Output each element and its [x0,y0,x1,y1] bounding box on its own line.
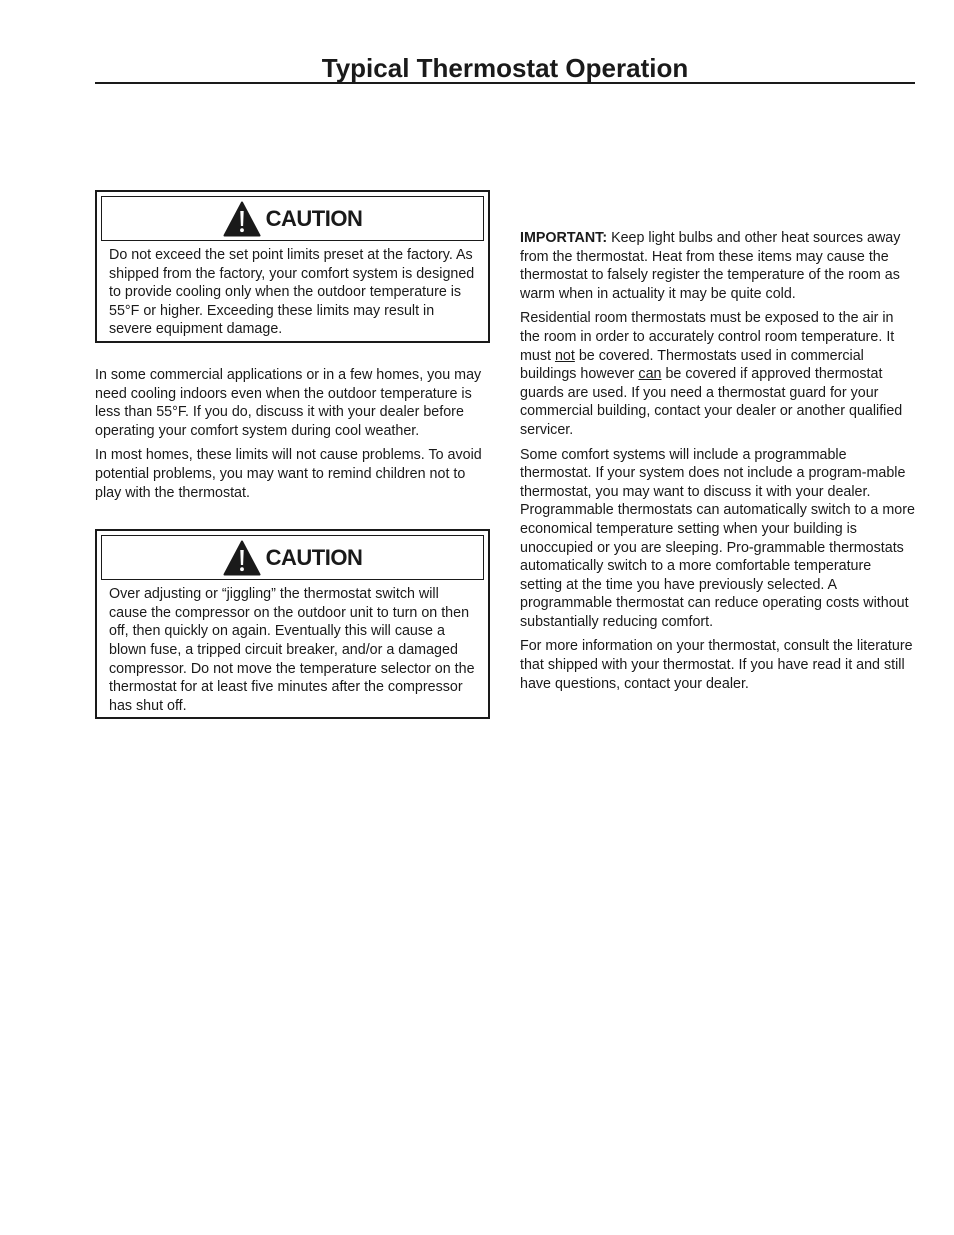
residential-text: Residential room thermostats must be exposed to the air in the room in order to accurately control room temperature. It must [520,310,895,364]
paragraph-limits: In most homes, these limits will not cause problems. To avoid potential problems, you may want to remind children not to play with the thermostat. [95,447,482,501]
paragraph-more-info: For more information on your thermostat, consult the literature that shipped with your thermostat. If you have read it and still have questions, contact your dealer. [520,638,913,692]
residential-text: be covered if approved thermostat guards are used. If you need a thermostat guard for your commercial building, contact your dealer or another qualified servicer. [520,366,903,438]
right-column [520,229,916,699]
paragraph-residential [520,309,916,439]
warning-triangle-icon [223,201,261,237]
important-label: IMPORTANT: [520,230,608,246]
important-text: Keep light bulbs and other heat sources away from the thermostat. Heat from these items may cause the thermostat to falsely register the temperature of the room as warm when in actuality it may be quite cold. [520,230,901,302]
warning-triangle-icon [223,540,261,576]
residential-text: be covered. Thermostats used in commercial buildings however [520,347,864,383]
caution-box-setpoint [95,190,490,343]
caution-header [101,535,484,580]
caution-label: CAUTION [265,544,363,570]
caution-text: Over adjusting or “jiggling” the thermostat switch will cause the compressor on the outdoor unit to turn on then off, then quickly on again. Eventually this will cause a blown fuse, a tripped circuit breaker, and/or a damaged compressor. Do not move the temperature selector on the thermostat for at least five minutes after the compressor has shut off. [109,586,475,714]
page-title: Typical Thermostat Operation [321,53,689,83]
title-rule [95,82,915,84]
paragraph-commercial-cooling: In some commercial applications or in a few homes, you may need cooling indoors even when the outdoor temperature is less than 55°F. If you do, discuss it with your dealer before operating your comfort system during cool weather. [95,366,482,439]
caution-box-jiggling [95,529,490,719]
paragraph-programmable: Some comfort systems will include a programmable thermostat. If your system does not include a program-mable thermostat, you may want to discuss it with your dealer. Programmable thermostats can automatically switch to a more economical temperature setting when your building is unoccupied or you are sleeping. Pro-grammable thermostats automatically switch to a more comfortable temperature setting at the time you have previously selected. A programmable thermostat can reduce operating costs without substantially reducing comfort. [520,446,915,630]
caution-label: CAUTION [265,205,363,231]
underlined-can: can [638,366,662,383]
paragraph-important [520,229,916,303]
caution-header [101,196,484,241]
underlined-not: not [554,347,575,364]
left-column [95,190,490,719]
caution-text: Do not exceed the set point limits preset at the factory. As shipped from the factory, your comfort system is designed to provide cooling only when the outdoor temperature is 55°F or higher. Exceeding these limits may result in severe equipment damage. [109,247,475,338]
